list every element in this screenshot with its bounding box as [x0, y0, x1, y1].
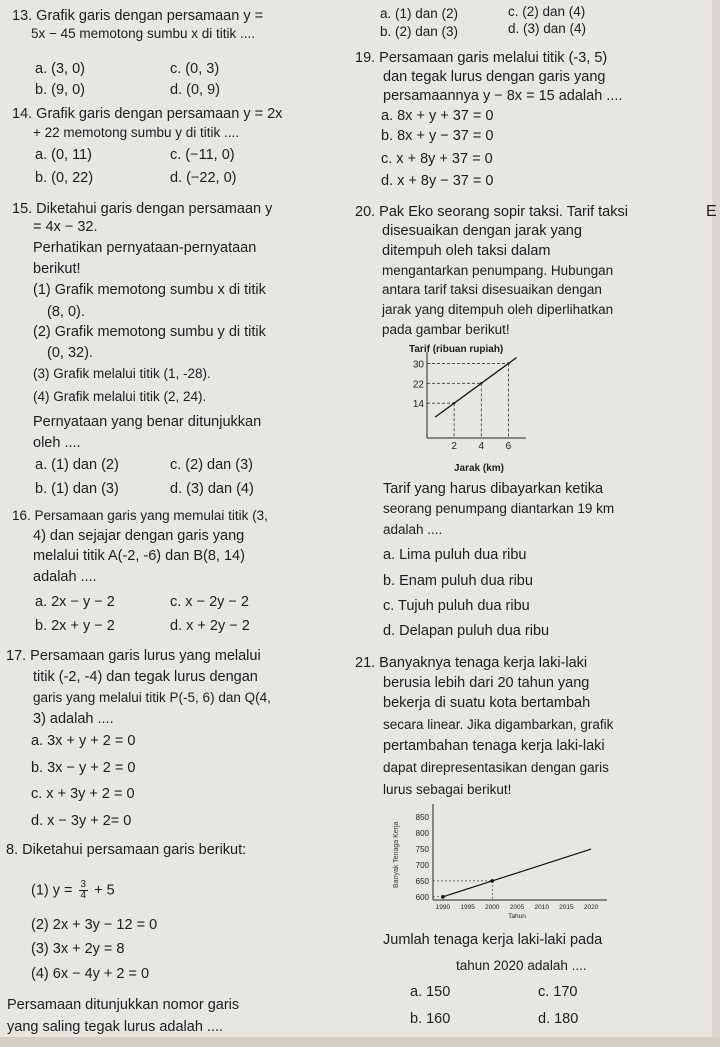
q20-option-b[interactable]: b. Enam puluh dua ribu [383, 573, 533, 589]
q19-option-a[interactable]: a. 8x + y + 37 = 0 [381, 108, 494, 124]
q20-text-line7: pada gambar berikut! [382, 322, 510, 337]
q18-ask-line1: Persamaan ditunjukkan nomor garis [7, 997, 240, 1013]
q20-ask-line2: seorang penumpang diantarkan 19 km [383, 501, 615, 516]
q18-equation-1 [31, 880, 115, 901]
q12-option-c[interactable]: c. (2) dan (4) [508, 4, 586, 19]
q21-option-d[interactable]: d. 180 [538, 1011, 579, 1027]
q13-option-a[interactable]: a. (3, 0) [35, 61, 85, 77]
workers-x-tick-2005: 2005 [509, 904, 525, 911]
workers-x-tick-2000: 2000 [485, 904, 500, 911]
q20-ask-line1: Tarif yang harus dibayarkan ketika [383, 481, 604, 497]
q18-ask-line2: yang saling tegak lurus adalah .... [7, 1019, 224, 1035]
q21-text-line6: dapat direpresentasikan dengan garis [383, 760, 609, 775]
q20-option-d[interactable]: d. Delapan puluh dua ribu [383, 623, 550, 639]
q14-option-c[interactable]: c. (−11, 0) [170, 147, 235, 163]
q18-eq1-fraction [79, 880, 89, 901]
workers-y-tick-750: 750 [415, 845, 429, 855]
q16-text-line3: melalui titik A(-2, -6) dan B(8, 14) [33, 548, 245, 564]
q21-text-line1: 21. Banyaknya tenaga kerja laki-laki [355, 655, 588, 671]
q20-text-line2: disesuaikan dengan jarak yang [382, 223, 582, 239]
q21-text-line4: secara linear. Jika digambarkan, grafik [383, 717, 614, 732]
q15-option-b[interactable]: b. (1) dan (3) [35, 481, 119, 497]
q20-option-a[interactable]: a. Lima puluh dua ribu [383, 547, 527, 563]
taxi-y-tick-22: 22 [412, 379, 424, 391]
q19-text-line2: dan tegak lurus dengan garis yang [383, 69, 606, 85]
q12-option-a[interactable]: a. (1) dan (2) [380, 6, 459, 21]
q19-option-b[interactable]: b. 8x + y − 37 = 0 [381, 128, 494, 144]
q14-option-b[interactable]: b. (0, 22) [35, 170, 94, 186]
q14-option-d[interactable]: d. (−22, 0) [170, 170, 237, 186]
q17-option-a[interactable]: a. 3x + y + 2 = 0 [31, 733, 136, 749]
taxi-x-tick-4: 4 [478, 441, 485, 452]
q14-text-line2: + 22 memotong sumbu y di titik .... [33, 125, 239, 140]
edge-letter: E [706, 203, 717, 220]
q12-option-d[interactable]: d. (3) dan (4) [508, 21, 587, 36]
q17-option-d[interactable]: d. x − 3y + 2= 0 [31, 813, 132, 829]
q20-text-line1: 20. Pak Eko seorang sopir taksi. Tarif taksi [355, 204, 628, 220]
q21-text-line7: lurus sebagai berikut! [383, 782, 512, 797]
taxi-x-tick-6: 6 [505, 441, 512, 452]
q14-text-line1: 14. Grafik garis dengan persamaan y = 2x [12, 106, 283, 122]
q21-text-line5: pertambahan tenaga kerja laki-laki [383, 738, 605, 754]
q19-option-d[interactable]: d. x + 8y − 37 = 0 [381, 173, 494, 189]
q16-option-b[interactable]: b. 2x + y − 2 [35, 618, 115, 634]
workers-x-tick-2010: 2010 [534, 904, 549, 911]
taxi-x-tick-2: 2 [451, 441, 457, 452]
q20-text-line5: antara tarif taksi disesuaikan dengan [382, 282, 602, 297]
workers-x-tick-2015: 2015 [559, 904, 574, 911]
workers-series-line [443, 849, 591, 897]
q21-ask-line1: Jumlah tenaga kerja laki-laki pada [383, 932, 603, 948]
q17-text-line1: 17. Persamaan garis lurus yang melalui [6, 648, 261, 664]
q18-eq1-denominator: 4 [80, 890, 87, 901]
q20-option-c[interactable]: c. Tujuh puluh dua ribu [383, 598, 530, 614]
workers-y-tick-600: 600 [415, 892, 429, 902]
q21-option-c[interactable]: c. 170 [538, 984, 578, 1000]
q21-ask-line2: tahun 2020 adalah .... [456, 958, 587, 973]
page-edge [712, 0, 720, 1047]
workers-y-tick-700: 700 [415, 860, 429, 870]
workers-y-label: Banyak Tenaga Kerja [393, 821, 400, 888]
q16-option-a[interactable]: a. 2x − y − 2 [35, 594, 115, 610]
q13-option-c[interactable]: c. (0, 3) [170, 61, 220, 77]
q15-ask-line2: oleh .... [33, 435, 81, 451]
q20-text-line6: jarak yang ditempuh oleh diperlihatkan [382, 302, 614, 317]
q16-option-c[interactable]: c. x − 2y − 2 [170, 594, 249, 610]
q18-eq1-prefix: (1) y = [31, 882, 73, 899]
taxi-chart-title: Tarif (ribuan rupiah) [409, 344, 504, 355]
q19-text-line3: persamaannya y − 8x = 15 adalah .... [383, 88, 623, 104]
taxi-series-line [435, 357, 516, 417]
q15-option-d[interactable]: d. (3) dan (4) [170, 481, 254, 497]
q15-text-line1: 15. Diketahui garis dengan persamaan y [12, 201, 273, 217]
q18-eq1-suffix: + 5 [94, 882, 115, 899]
q15-statement-1-line2: (8, 0). [47, 304, 85, 320]
taxi-x-label: Jarak (km) [453, 463, 505, 474]
q17-option-c[interactable]: c. x + 3y + 2 = 0 [31, 786, 135, 802]
q19-text-line1: 19. Persamaan garis melalui titik (-3, 5) [355, 50, 608, 66]
q16-text-line1: 16. Persamaan garis yang memulai titik (3, [12, 508, 268, 523]
q20-text-line3: ditempuh oleh taksi dalam [382, 243, 551, 259]
q17-text-line3: garis yang melalui titik P(-5, 6) dan Q(4, [33, 690, 271, 705]
q15-statement-3: (3) Grafik melalui titik (1, -28). [33, 366, 211, 381]
q21-text-line3: bekerja di suatu kota bertambah [383, 695, 591, 711]
workers-y-tick-800: 800 [415, 829, 429, 839]
q20-text-line4: mengantarkan penumpang. Hubungan [382, 263, 614, 278]
q21-option-b[interactable]: b. 160 [410, 1011, 451, 1027]
q18-text: 8. Diketahui persamaan garis berikut: [6, 842, 247, 858]
q17-text-line2: titik (-2, -4) dan tegak lurus dengan [33, 669, 258, 685]
q18-eq1-numerator: 3 [80, 879, 87, 890]
workers-x-tick-1990: 1990 [435, 904, 451, 911]
q15-ask-line1: Pernyataan yang benar ditunjukkan [33, 414, 262, 430]
q13-text-line1: 13. Grafik garis dengan persamaan y = [12, 8, 264, 24]
q18-equation-2: (2) 2x + 3y − 12 = 0 [31, 917, 158, 933]
workers-y-tick-850: 850 [415, 813, 429, 823]
q12-option-b[interactable]: b. (2) dan (3) [380, 24, 459, 39]
q15-text-line2: = 4x − 32. [33, 219, 98, 235]
q17-option-b[interactable]: b. 3x − y + 2 = 0 [31, 760, 136, 776]
q18-equation-3: (3) 3x + 2y = 8 [31, 941, 125, 957]
q20-ask-line3: adalah .... [383, 522, 443, 537]
q21-text-line2: berusia lebih dari 20 tahun yang [383, 675, 590, 691]
q19-option-c[interactable]: c. x + 8y + 37 = 0 [381, 151, 493, 167]
q16-option-d[interactable]: d. x + 2y − 2 [170, 618, 250, 634]
workers-chart [385, 800, 615, 928]
q15-statement-1-line1: (1) Grafik memotong sumbu x di titik [33, 282, 266, 298]
q15-intro-line1: Perhatikan pernyataan-pernyataan [33, 240, 257, 256]
q15-statement-2-line1: (2) Grafik memotong sumbu y di titik [33, 324, 266, 340]
q16-text-line2: 4) dan sejajar dengan garis yang [33, 528, 245, 544]
workers-y-tick-650: 650 [415, 876, 429, 886]
taxi-y-tick-30: 30 [412, 359, 424, 371]
taxi-fare-chart [405, 340, 535, 475]
q14-option-a[interactable]: a. (0, 11) [35, 147, 92, 163]
q15-option-c[interactable]: c. (2) dan (3) [170, 457, 253, 473]
q13-option-b[interactable]: b. (9, 0) [35, 82, 85, 98]
workers-x-tick-2020: 2020 [583, 904, 599, 911]
q15-statement-2-line2: (0, 32). [47, 345, 93, 361]
workers-x-tick-1995: 1995 [460, 904, 475, 911]
q15-statement-4: (4) Grafik melalui titik (2, 24). [33, 389, 207, 404]
q13-option-d[interactable]: d. (0, 9) [170, 82, 220, 98]
workers-x-label: Tahun [508, 913, 526, 920]
q15-intro-line2: berikut! [33, 261, 81, 277]
q18-equation-4: (4) 6x − 4y + 2 = 0 [31, 966, 150, 982]
q16-text-line4: adalah .... [33, 569, 97, 585]
q13-text-line2: 5x − 45 memotong sumbu x di titik .... [31, 26, 255, 41]
taxi-y-tick-14: 14 [412, 399, 424, 411]
page-bottom-edge [0, 1037, 720, 1047]
q17-text-line4: 3) adalah .... [33, 711, 114, 727]
q15-option-a[interactable]: a. (1) dan (2) [35, 457, 119, 473]
q21-option-a[interactable]: a. 150 [410, 984, 451, 1000]
